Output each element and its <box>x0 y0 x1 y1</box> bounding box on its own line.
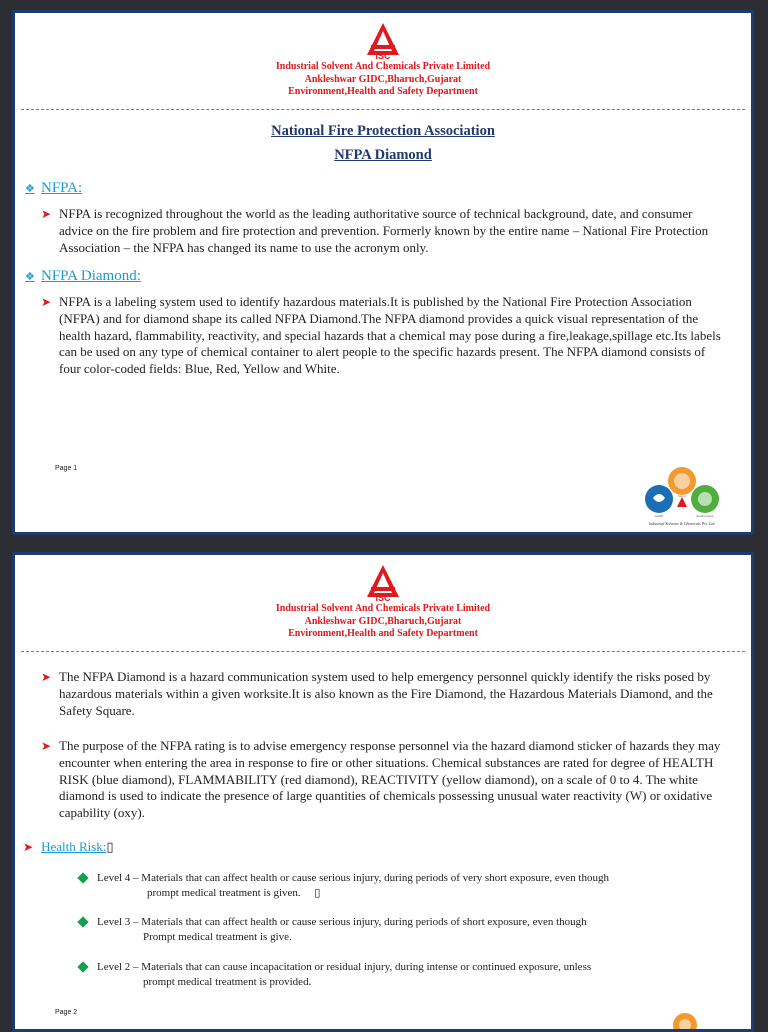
paragraph-text: NFPA is a labeling system used to identify hazardous materials.It is published by the National Fire Protection Association (NFPA) and for diamond shape its called NFPA Diamond.The NFPA diamond provides a quick visual representation of the health hazard, flammability, reactivity, and special hazards that a chemical may pose during a fire,leakage,spillage etc.Its labels can be used on any type of chemical container to alert people to the specific hazards present. The NFPA diamond consists of four color-coded fields: Blue, Red, Yellow and White. <box>59 294 721 377</box>
arrow-bullet-icon: ➤ <box>41 670 52 684</box>
ehs-label-left: Health <box>654 514 664 518</box>
page-number: Page 1 <box>55 465 78 472</box>
hazard-communication-paragraph <box>41 669 725 719</box>
section-heading-label: NFPA Diamond: <box>41 268 141 284</box>
company-location: Ankleshwar GIDC,Bharuch,Gujarat <box>304 73 462 85</box>
company-name: Industrial Solvent And Chemicals Private Limited <box>275 603 491 614</box>
nfpa-paragraph <box>41 206 725 256</box>
header-divider <box>21 109 745 110</box>
page-header <box>15 21 751 99</box>
company-department: Environment,Health and Safety Department <box>288 86 478 97</box>
green-diamond-bullet-icon <box>77 961 88 972</box>
arrow-bullet-icon: ➤ <box>23 840 34 854</box>
level-line2: Prompt medical treatment is give. <box>143 931 292 943</box>
page-title: National Fire Protection Association <box>271 123 495 139</box>
header-divider <box>21 651 745 652</box>
nfpa-diamond-paragraph <box>41 294 725 378</box>
level-trail-glyph: ▯ <box>314 887 321 899</box>
section-heading-label: NFPA: <box>41 180 83 196</box>
company-name: Industrial Solvent And Chemicals Private Limited <box>275 61 491 72</box>
section-heading-nfpa <box>25 180 82 197</box>
logo-text: ISC <box>375 51 391 61</box>
ehs-caption: Industrial Solvents & Chemicals Pvt. Ltd. <box>648 521 716 526</box>
health-level-2 <box>79 960 721 990</box>
logo-text: ISC <box>375 593 391 603</box>
rating-purpose-paragraph <box>41 738 725 822</box>
level-line1: Level 4 – Materials that can affect health or cause serious injury, during periods of very short exposure, even though <box>97 872 609 884</box>
level-line2: prompt medical treatment is provided. <box>143 976 312 988</box>
health-level-3 <box>79 915 721 945</box>
health-risk-heading <box>23 839 114 855</box>
section-heading-nfpa-diamond <box>25 268 141 285</box>
company-department: Environment,Health and Safety Department <box>288 628 478 639</box>
company-location: Ankleshwar GIDC,Bharuch,Gujarat <box>304 615 462 627</box>
level-line1: Level 2 – Materials that can cause incapacitation or residual injury, during intense or continued exposure, unless <box>97 961 592 973</box>
arrow-bullet-icon: ➤ <box>41 207 52 221</box>
paragraph-text: The NFPA Diamond is a hazard communication system used to help emergency personnel quickly identify the risks posed by hazardous materials within a given worksite.It is also known as the Fire Diamond, the Hazardous Materials Diamond, and the Safety Square. <box>59 669 713 718</box>
page-number: Page 2 <box>55 1009 78 1016</box>
ehs-logo-icon <box>665 1011 705 1031</box>
green-diamond-bullet-icon <box>77 916 88 927</box>
ehs-label-right: Environment <box>696 514 714 518</box>
arrow-bullet-icon: ➤ <box>41 295 52 309</box>
level-line2: prompt medical treatment is given. <box>147 887 301 899</box>
diamond-bullet-icon: ❖ <box>25 271 35 283</box>
level-line1: Level 3 – Materials that can affect health or cause serious injury, during periods of short exposure, even though <box>97 916 587 928</box>
ehs-label-top: Safety <box>677 494 687 498</box>
paragraph-text: The purpose of the NFPA rating is to advise emergency response personnel via the hazard diamond sticker of hazards they may encounter when entering the area in response to fire or other situations. Chemical substances are rated for degree of HEALTH RISK (blue diamond), FLAMMABILITY (red diamond), REACTIVITY (yellow diamond), on a scale of 0 to 4. The white diamond is used to indicate the presence of large quantities of chemicals possessing unusual water reactivity (W) or oxidative capability (oxy). <box>59 738 721 821</box>
glyph-box: ▯ <box>106 839 114 854</box>
health-risk-label: Health Risk: <box>41 839 107 854</box>
health-level-4 <box>79 871 721 901</box>
diamond-bullet-icon: ❖ <box>25 183 35 195</box>
arrow-bullet-icon: ➤ <box>41 739 52 753</box>
page-subtitle: NFPA Diamond <box>334 147 432 163</box>
green-diamond-bullet-icon <box>77 872 88 883</box>
company-logo-icon <box>363 563 403 603</box>
ehs-logo-icon <box>637 465 727 531</box>
company-logo-icon <box>363 21 403 61</box>
page-header <box>15 563 751 641</box>
paragraph-text: NFPA is recognized throughout the world as the leading authoritative source of technical background, date, and consumer advice on the fire problem and fire protection and prevention. Formerly known by the entire name – National Fire Protection Association – the NFPA has changed its name to use the acronym only. <box>59 206 709 255</box>
document-page-1 <box>12 10 754 535</box>
document-page-2 <box>12 552 754 1032</box>
